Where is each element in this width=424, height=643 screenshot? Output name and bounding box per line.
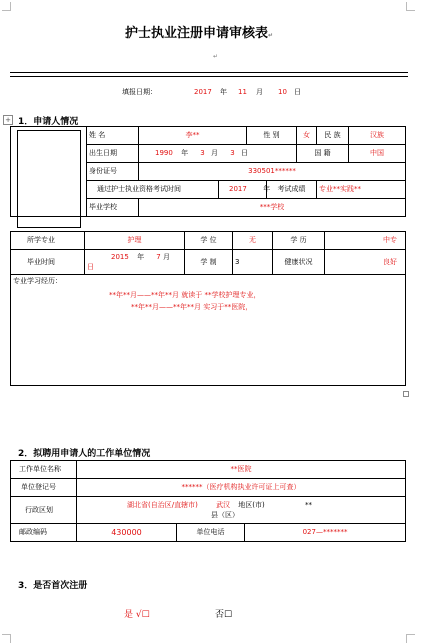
exam-year-unit: 年 bbox=[263, 185, 271, 193]
employer-info-table bbox=[10, 460, 406, 542]
fill-date-year[interactable]: 2017 bbox=[194, 88, 212, 96]
phone-value[interactable]: 027—******* bbox=[245, 524, 406, 542]
applicant-info-table bbox=[10, 126, 406, 217]
applicant-study-table bbox=[10, 231, 406, 386]
score-value[interactable]: 专业**实践** bbox=[317, 181, 406, 199]
nationality-label: 国 籍 bbox=[297, 145, 349, 163]
form-title bbox=[125, 22, 273, 41]
region-county: ** bbox=[305, 501, 312, 509]
table-resize-handle[interactable] bbox=[403, 391, 409, 397]
region-city-unit: 地区(市) bbox=[238, 501, 265, 509]
paragraph-mark: ↵ bbox=[213, 53, 219, 60]
fill-date-day-unit: 日 bbox=[294, 88, 301, 96]
page-corner-mark bbox=[406, 2, 415, 11]
region-province: 湖北省(自治区/直辖市) bbox=[127, 501, 198, 509]
birth-month-unit: 月 bbox=[211, 149, 218, 157]
health-label: 健康状况 bbox=[273, 250, 325, 275]
health-value[interactable]: 良好 bbox=[325, 250, 406, 275]
region-city: 武汉 bbox=[216, 501, 231, 509]
grad-year: 2015 bbox=[111, 253, 129, 261]
name-value[interactable]: 李** bbox=[139, 127, 247, 145]
length-label: 学 制 bbox=[185, 250, 233, 275]
fill-date-row bbox=[122, 88, 157, 97]
ethnicity-value[interactable]: 汉族 bbox=[349, 127, 406, 145]
education-label: 学 历 bbox=[273, 232, 325, 250]
length-value[interactable]: 3 bbox=[233, 250, 273, 275]
section2-title: 2．拟聘用申请人的工作单位情况 bbox=[18, 449, 151, 459]
reg-no-value[interactable]: ******（医疗机构执业许可证上可查） bbox=[77, 479, 406, 497]
page-corner-mark bbox=[2, 2, 11, 11]
birth-label: 出生日期 bbox=[87, 145, 139, 163]
page-corner-mark bbox=[2, 634, 11, 643]
region-value-cell[interactable] bbox=[77, 497, 406, 524]
section1-title: 1．申请人情况 bbox=[18, 117, 79, 127]
study-experience-cell[interactable] bbox=[11, 275, 406, 386]
table-move-handle-icon[interactable]: + bbox=[3, 115, 13, 125]
fill-date-label: 填报日期： bbox=[122, 88, 157, 96]
fill-date-day[interactable]: 10 bbox=[278, 88, 287, 96]
page-corner-mark bbox=[406, 634, 415, 643]
fill-date-year-unit: 年 bbox=[220, 88, 227, 96]
birth-year-unit: 年 bbox=[181, 149, 189, 157]
zip-value[interactable]: 430000 bbox=[77, 524, 177, 542]
id-label: 身份证号 bbox=[87, 163, 139, 181]
gender-value[interactable]: 女 bbox=[297, 127, 317, 145]
reg-no-label: 单位登记号 bbox=[11, 479, 77, 497]
region-label: 行政区划 bbox=[11, 497, 77, 524]
exam-year: 2017 bbox=[229, 185, 247, 193]
unit-name-value[interactable]: **医院 bbox=[77, 461, 406, 479]
first-registration-no-checkbox[interactable]: 否☐ bbox=[215, 610, 233, 620]
school-label: 毕业学校 bbox=[87, 199, 139, 217]
major-value[interactable]: 护理 bbox=[85, 232, 185, 250]
id-value[interactable]: 330501****** bbox=[139, 163, 406, 181]
nationality-value[interactable]: 中国 bbox=[349, 145, 406, 163]
name-label: 姓 名 bbox=[87, 127, 139, 145]
gender-label: 性 别 bbox=[247, 127, 297, 145]
section3-title: 3．是否首次注册 bbox=[18, 581, 88, 591]
study-experience-line1: **年**月——**年**月 就读于 **学校护理专业， bbox=[109, 291, 261, 299]
first-registration-yes-checkbox[interactable]: 是 √☐ bbox=[124, 610, 150, 620]
education-value[interactable]: 中专 bbox=[325, 232, 406, 250]
birth-value-cell[interactable] bbox=[139, 145, 297, 163]
major-label: 所学专业 bbox=[11, 232, 85, 250]
phone-label: 单位电话 bbox=[177, 524, 245, 542]
birth-month: 3 bbox=[200, 149, 205, 157]
birth-day-unit: 日 bbox=[240, 149, 248, 157]
birth-year: 1990 bbox=[155, 149, 173, 157]
double-rule bbox=[10, 72, 408, 77]
exam-time-value-cell[interactable] bbox=[219, 181, 271, 199]
grad-day-unit: 日 bbox=[87, 263, 94, 271]
unit-name-label: 工作单位名称 bbox=[11, 461, 77, 479]
zip-label: 邮政编码 bbox=[11, 524, 77, 542]
score-label: 考试成绩 bbox=[267, 181, 317, 199]
study-experience-line2: **年**月——**年**月 实习于**医院， bbox=[131, 303, 253, 311]
grad-month: 7 bbox=[156, 253, 161, 261]
region-county-unit: 县（区） bbox=[211, 511, 239, 519]
fill-date-month-unit: 月 bbox=[256, 88, 263, 96]
ethnicity-label: 民 族 bbox=[317, 127, 349, 145]
fill-date-month[interactable]: 11 bbox=[238, 88, 247, 96]
grad-month-unit: 月 bbox=[163, 253, 170, 261]
degree-label: 学 位 bbox=[185, 232, 233, 250]
grad-year-unit: 年 bbox=[137, 253, 145, 261]
grad-time-label: 毕业时间 bbox=[11, 250, 85, 275]
photo-cell bbox=[11, 127, 87, 217]
birth-day: 3 bbox=[230, 149, 235, 157]
paragraph-mark: ↵ bbox=[268, 32, 274, 39]
grad-time-value-cell[interactable] bbox=[85, 250, 185, 275]
form-title-text: 护士执业注册申请审核表 bbox=[125, 26, 269, 41]
exam-time-label: 通过护士执业资格考试时间 bbox=[87, 181, 219, 199]
study-experience-label: 专业学习经历： bbox=[13, 277, 62, 285]
school-value[interactable]: ***学校 bbox=[139, 199, 406, 217]
degree-value[interactable]: 无 bbox=[233, 232, 273, 250]
